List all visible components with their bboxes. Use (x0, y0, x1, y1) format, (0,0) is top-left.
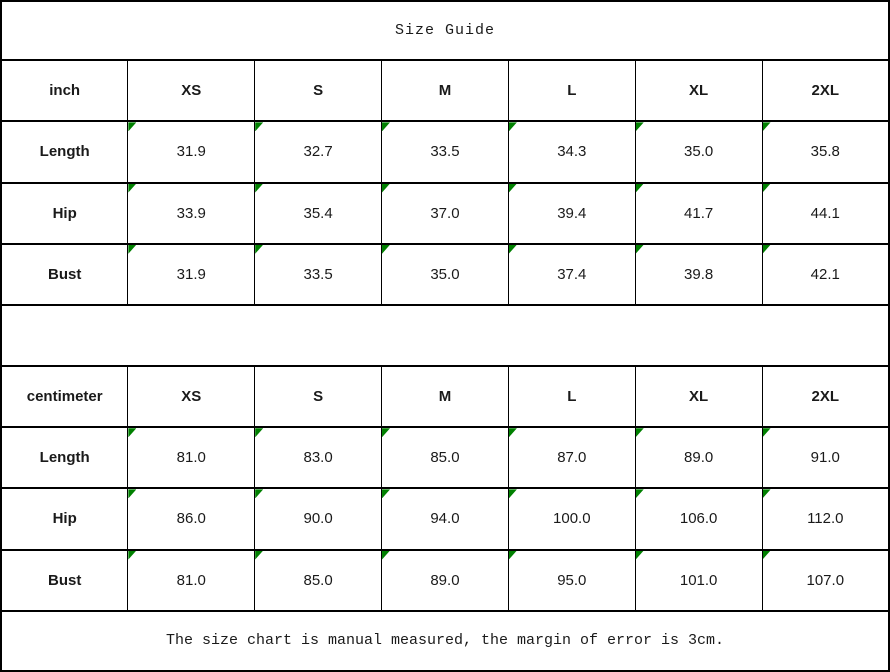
size-value: 81.0 (176, 571, 206, 589)
value-cell (255, 183, 382, 244)
size-value: 83.0 (303, 449, 333, 467)
value-cell (255, 550, 382, 611)
size-col-header-l: L (508, 366, 635, 427)
value-cell (635, 488, 762, 549)
value-cell (255, 427, 382, 488)
size-value: 35.8 (810, 143, 840, 161)
cell-flag-triangle-icon (255, 122, 263, 131)
row-label-hip: Hip (1, 488, 128, 549)
value-cell (128, 427, 255, 488)
cell-flag-triangle-icon (763, 122, 771, 131)
cell-flag-triangle-icon (128, 245, 136, 254)
value-cell (762, 121, 889, 182)
cell-flag-triangle-icon (128, 428, 136, 437)
cell-flag-triangle-icon (255, 551, 263, 560)
value-cell (382, 244, 509, 305)
size-value: 35.0 (430, 265, 460, 283)
size-value: 41.7 (684, 204, 714, 222)
size-value: 42.1 (810, 265, 840, 283)
cell-flag-triangle-icon (509, 122, 517, 131)
cell-flag-triangle-icon (128, 551, 136, 560)
size-value: 44.1 (810, 204, 840, 222)
cell-flag-triangle-icon (382, 428, 390, 437)
table-row-inch-hip (1, 183, 889, 244)
value-cell (508, 550, 635, 611)
value-cell (635, 121, 762, 182)
table-row-inch-length (1, 121, 889, 182)
cell-flag-triangle-icon (509, 428, 517, 437)
size-col-header-s: S (255, 366, 382, 427)
table-row-cm-bust (1, 550, 889, 611)
size-value: 31.9 (176, 143, 206, 161)
size-value: 31.9 (176, 265, 206, 283)
size-value: 91.0 (810, 449, 840, 467)
cell-flag-triangle-icon (636, 489, 644, 498)
cell-flag-triangle-icon (255, 489, 263, 498)
value-cell (128, 121, 255, 182)
cell-flag-triangle-icon (763, 184, 771, 193)
table-row-cm-hip (1, 488, 889, 549)
table-row-cm-length (1, 427, 889, 488)
size-value: 33.5 (430, 143, 460, 161)
size-value: 95.0 (557, 571, 587, 589)
cell-flag-triangle-icon (509, 245, 517, 254)
size-value: 33.5 (303, 265, 333, 283)
cell-flag-triangle-icon (636, 184, 644, 193)
footer-note: The size chart is manual measured, the margin of error is 3cm. (1, 611, 889, 671)
inch-header-row (1, 60, 889, 121)
cell-flag-triangle-icon (763, 489, 771, 498)
cell-flag-triangle-icon (509, 184, 517, 193)
size-value: 37.0 (430, 204, 460, 222)
cell-flag-triangle-icon (382, 489, 390, 498)
size-value: 112.0 (807, 510, 844, 528)
page-title: Size Guide (1, 1, 889, 60)
size-value: 85.0 (430, 449, 460, 467)
unit-label-centimeter: centimeter (1, 366, 128, 427)
footer-note-row (1, 611, 889, 671)
size-col-header-m: M (382, 366, 509, 427)
value-cell (762, 244, 889, 305)
value-cell (255, 244, 382, 305)
value-cell (635, 550, 762, 611)
size-value: 37.4 (557, 265, 587, 283)
size-value: 39.8 (684, 265, 714, 283)
cell-flag-triangle-icon (636, 428, 644, 437)
table-row-inch-bust (1, 244, 889, 305)
size-value: 34.3 (557, 143, 587, 161)
size-value: 86.0 (176, 510, 206, 528)
value-cell (255, 488, 382, 549)
row-label-bust: Bust (1, 244, 128, 305)
cell-flag-triangle-icon (763, 428, 771, 437)
value-cell (382, 427, 509, 488)
size-col-header-2xl: 2XL (762, 60, 889, 121)
value-cell (128, 244, 255, 305)
cell-flag-triangle-icon (382, 551, 390, 560)
value-cell (508, 244, 635, 305)
cell-flag-triangle-icon (128, 184, 136, 193)
value-cell (382, 550, 509, 611)
value-cell (508, 121, 635, 182)
value-cell (255, 121, 382, 182)
cell-flag-triangle-icon (636, 245, 644, 254)
size-value: 33.9 (176, 204, 206, 222)
title-row (1, 1, 889, 60)
size-col-header-xs: XS (128, 366, 255, 427)
value-cell (762, 488, 889, 549)
size-col-header-xl: XL (635, 366, 762, 427)
size-value: 81.0 (176, 449, 206, 467)
size-col-header-xl: XL (635, 60, 762, 121)
value-cell (508, 427, 635, 488)
row-label-length: Length (1, 427, 128, 488)
cell-flag-triangle-icon (128, 122, 136, 131)
value-cell (762, 183, 889, 244)
row-label-length: Length (1, 121, 128, 182)
value-cell (128, 488, 255, 549)
row-label-hip: Hip (1, 183, 128, 244)
size-value: 39.4 (557, 204, 587, 222)
value-cell (635, 427, 762, 488)
spacer-row (1, 305, 889, 366)
size-value: 87.0 (557, 449, 587, 467)
unit-label-inch: inch (1, 60, 128, 121)
size-value: 94.0 (430, 510, 460, 528)
value-cell (382, 183, 509, 244)
cell-flag-triangle-icon (763, 551, 771, 560)
cell-flag-triangle-icon (636, 551, 644, 560)
cell-flag-triangle-icon (255, 245, 263, 254)
cell-flag-triangle-icon (255, 184, 263, 193)
size-value: 100.0 (553, 510, 591, 528)
row-label-bust: Bust (1, 550, 128, 611)
size-value: 106.0 (679, 510, 718, 528)
size-value: 90.0 (303, 510, 333, 528)
size-col-header-2xl: 2XL (762, 366, 889, 427)
value-cell (382, 121, 509, 182)
centimeter-header-row (1, 366, 889, 427)
value-cell (762, 550, 889, 611)
cell-flag-triangle-icon (636, 122, 644, 131)
size-col-header-s: S (255, 60, 382, 121)
cell-flag-triangle-icon (128, 489, 136, 498)
value-cell (635, 244, 762, 305)
value-cell (508, 488, 635, 549)
cell-flag-triangle-icon (255, 428, 263, 437)
cell-flag-triangle-icon (382, 122, 390, 131)
value-cell (128, 183, 255, 244)
value-cell (635, 183, 762, 244)
size-col-header-m: M (382, 60, 509, 121)
size-value: 85.0 (303, 571, 333, 589)
size-value: 89.0 (684, 449, 714, 467)
size-value: 35.0 (684, 143, 714, 161)
size-col-header-l: L (508, 60, 635, 121)
size-value: 35.4 (303, 204, 333, 222)
size-value: 107.0 (806, 571, 845, 589)
value-cell (762, 427, 889, 488)
cell-flag-triangle-icon (509, 489, 517, 498)
value-cell (128, 550, 255, 611)
value-cell (508, 183, 635, 244)
cell-flag-triangle-icon (382, 184, 390, 193)
spacer-cell (1, 305, 889, 366)
value-cell (382, 488, 509, 549)
cell-flag-triangle-icon (763, 245, 771, 254)
cell-flag-triangle-icon (382, 245, 390, 254)
size-value: 89.0 (430, 571, 460, 589)
size-value: 32.7 (303, 143, 333, 161)
cell-flag-triangle-icon (509, 551, 517, 560)
size-col-header-xs: XS (128, 60, 255, 121)
size-value: 101.0 (679, 571, 718, 589)
